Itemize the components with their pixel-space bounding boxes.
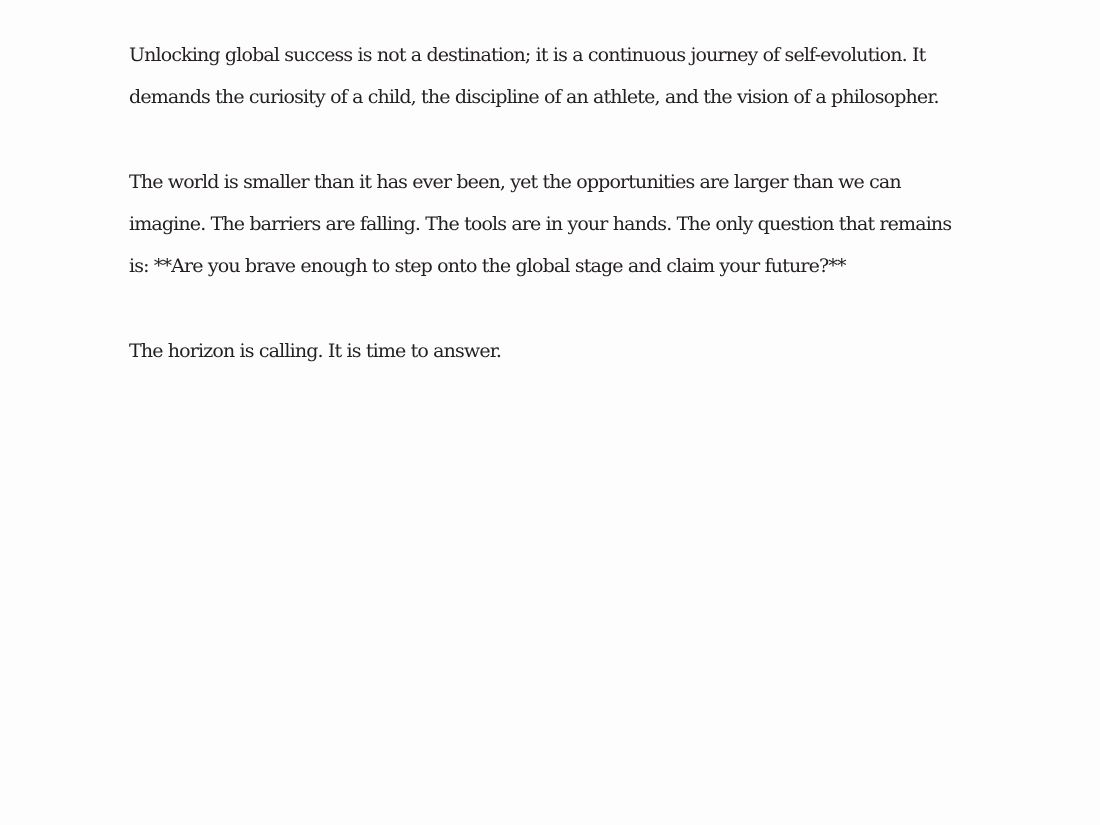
paragraph-horizon-calling: The horizon is calling. It is time to answer. [129, 340, 502, 362]
paragraph-world-opportunities: The world is smaller than it has ever been, yet the opportunities are larger than we can imagine. The barriers are falling. The tools are in your hands. The only question that remains is: **Are you brave enough to step onto the global stage and claim your future?** [129, 171, 952, 277]
paragraph-unlocking-success: Unlocking global success is not a destination; it is a continuous journey of self-evolution. It demands the curiosity of a child, the discipline of an athlete, and the vision of a philosopher. [129, 44, 939, 108]
